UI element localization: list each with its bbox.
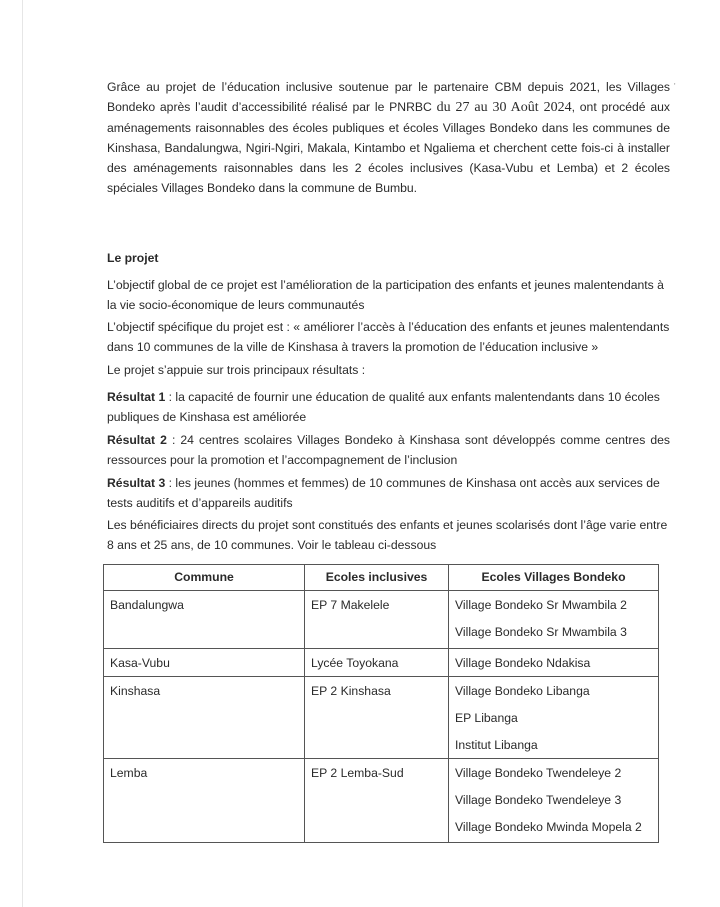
result-label: Résultat 2	[107, 433, 167, 447]
result-3: Résultat 3 : les jeunes (hommes et femmes) de 10 communes de Kinshasa ont accès aux services de tests auditifs et d’appareils auditifs	[107, 476, 660, 510]
inclusive-cell: Lycée Toyokana	[305, 649, 449, 677]
header-bondeko-schools: Ecoles Villages Bondeko	[449, 565, 659, 591]
result-1: Résultat 1 : la capacité de fournir une éducation de qualité aux enfants malentendants dans 10 écoles publiques de Kinshasa est améliorée	[107, 390, 660, 424]
table-row	[104, 591, 659, 649]
bondeko-cell: Village Bondeko Sr Mwambila 2 Village Bondeko Sr Mwambila 3	[449, 591, 659, 649]
table-row	[104, 759, 659, 843]
inclusive-cell: EP 7 Makelele	[305, 591, 449, 649]
bondeko-cell: Village Bondeko Ndakisa	[449, 649, 659, 677]
bondeko-cell: Village Bondeko Libanga EP Libanga Institut Libanga	[449, 677, 659, 759]
header-commune: Commune	[104, 565, 305, 591]
inclusive-cell: EP 2 Kinshasa	[305, 677, 449, 759]
objective-specific: L’objectif spécifique du projet est : « améliorer l’accès à l’éducation des enfants et jeunes malentendants dans 10 communes de la ville de Kinshasa à travers la promotion de l’éducation inclusive »	[107, 320, 670, 354]
result-2: Résultat 2 : 24 centres scolaires Villages Bondeko à Kinshasa sont développés comme centres des ressources pour la promotion et l’accompagnement de l’inclusion	[107, 433, 670, 467]
result-label: Résultat 3	[107, 476, 166, 490]
scan-margin-line	[22, 0, 23, 907]
audit-date: du 27 au 30 Août 2024	[436, 100, 572, 115]
intro-paragraph: Grâce au projet de l’éducation inclusive soutenue par le partenaire CBM depuis 2021, les Villages Bondeko après l’audit d’accessibilité réalisé par le PNRBC du 27 au 30 Août 2024, ont procédé aux aménagements raisonnables des écoles publiques et écoles Villages Bondeko dans les communes de Kinshasa, Bandalungwa, Ngiri-Ngiri, Makala, Kintambo et Ngaliema et cherchent cette fois-ci à installer des aménagements raisonnables dans les 2 écoles inclusives (Kasa-Vubu et Lemba) et 2 écoles spéciales Villages Bondeko dans la commune de Bumbu.	[107, 80, 670, 195]
table-header-row	[104, 565, 659, 591]
inclusive-cell: EP 2 Lemba-Sud	[305, 759, 449, 843]
header-inclusive-schools: Ecoles inclusives	[305, 565, 449, 591]
schools-table	[103, 564, 659, 843]
results-intro: Le projet s’appuie sur trois principaux résultats :	[107, 363, 366, 377]
beneficiaries-paragraph: Les bénéficiaires directs du projet sont constitués des enfants et jeunes scolarisés dont l’âge varie entre 8 ans et 25 ans, de 10 communes. Voir le tableau ci-dessous	[107, 518, 668, 552]
scan-mark: '	[674, 82, 676, 91]
table-row	[104, 649, 659, 677]
commune-cell: Lemba	[104, 759, 305, 843]
result-label: Résultat 1	[107, 390, 166, 404]
commune-cell: Kinshasa	[104, 677, 305, 759]
commune-cell: Bandalungwa	[104, 591, 305, 649]
objective-global: L’objectif global de ce projet est l’amélioration de la participation des enfants et jeunes malentendants à la vie socio-économique de leurs communautés	[107, 278, 664, 312]
bondeko-cell: Village Bondeko Twendeleye 2 Village Bondeko Twendeleye 3 Village Bondeko Mwinda Mopela 2	[449, 759, 659, 843]
commune-cell: Kasa-Vubu	[104, 649, 305, 677]
table-row	[104, 677, 659, 759]
section-heading: Le projet	[107, 251, 159, 265]
